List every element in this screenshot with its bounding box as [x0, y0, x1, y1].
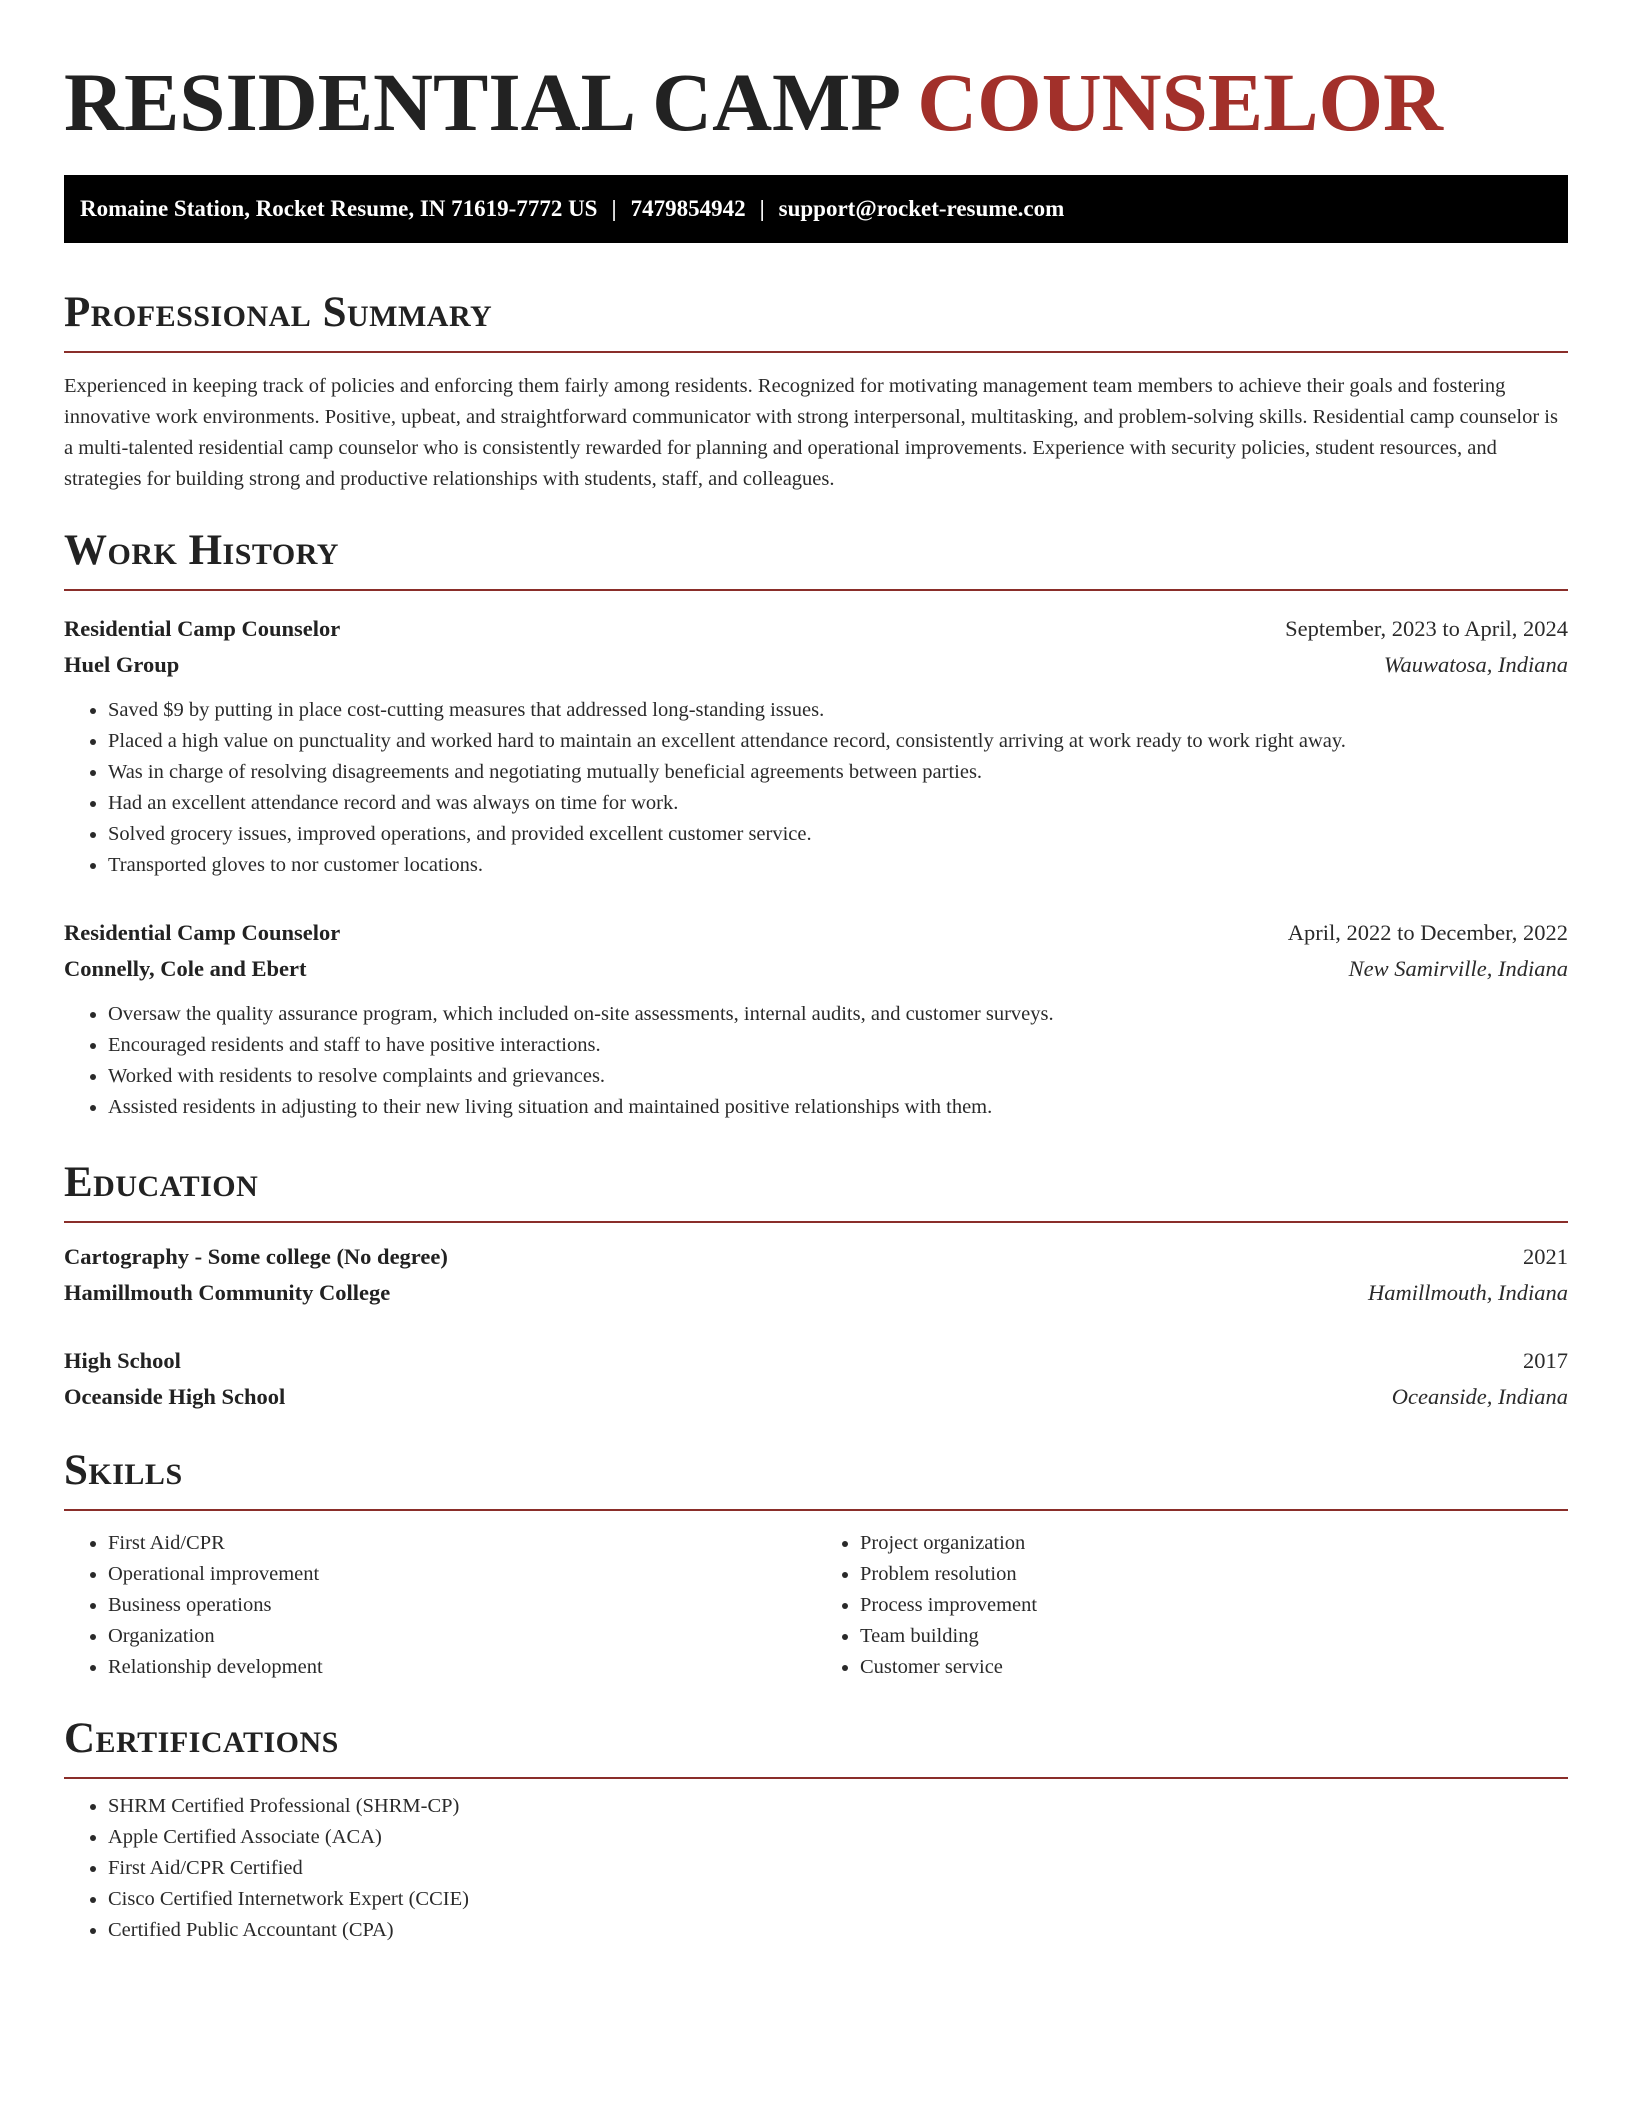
education-year: 2017 — [1523, 1348, 1568, 1373]
list-item: • Certified Public Accountant (CPA) — [108, 1915, 1568, 1946]
list-item: • Oversaw the quality assurance program, which included on-site assessments, internal audits, and customer surveys. — [108, 999, 1568, 1030]
section-divider — [64, 1509, 1568, 1511]
education-degree: High School — [64, 1348, 181, 1373]
section-divider — [64, 1221, 1568, 1223]
job-bullets — [64, 999, 1568, 1123]
section-divider — [64, 1777, 1568, 1779]
job-company: Huel Group — [64, 652, 180, 677]
list-item: • Encouraged residents and staff to have positive interactions. — [108, 1030, 1568, 1061]
education-section — [64, 1157, 1568, 1415]
job-title: Residential Camp Counselor — [64, 616, 341, 641]
list-item: • Team building — [860, 1621, 1568, 1652]
contact-separator: | — [611, 196, 617, 221]
certifications-heading: Certifications — [64, 1715, 339, 1762]
list-item: • First Aid/CPR Certified — [108, 1853, 1568, 1884]
job-bullets — [64, 695, 1568, 881]
list-item: • Process improvement — [860, 1590, 1568, 1621]
certifications-list — [64, 1791, 1568, 1946]
skills-heading: Skills — [64, 1447, 183, 1494]
list-item: • Relationship development — [108, 1652, 816, 1683]
contact-separator: | — [759, 196, 765, 221]
list-item: • First Aid/CPR — [108, 1528, 816, 1559]
list-item: • Organization — [108, 1621, 816, 1652]
summary-section — [64, 287, 1568, 495]
contact-bar — [64, 175, 1568, 243]
list-item: • Operational improvement — [108, 1559, 816, 1590]
work-history-section — [64, 525, 1568, 1123]
contact-phone: 7479854942 — [630, 196, 746, 221]
list-item: • Apple Certified Associate (ACA) — [108, 1822, 1568, 1853]
list-item: • Had an excellent attendance record and was always on time for work. — [108, 788, 1568, 819]
list-item: • Project organization — [860, 1528, 1568, 1559]
job-entry — [64, 915, 1568, 1123]
list-item: • Saved $9 by putting in place cost-cutting measures that addressed long-standing issues. — [108, 695, 1568, 726]
education-location: Hamillmouth, Indiana — [1368, 1280, 1568, 1305]
list-item: • Business operations — [108, 1590, 816, 1621]
list-item: • Cisco Certified Internetwork Expert (CCIE) — [108, 1884, 1568, 1915]
job-location: Wauwatosa, Indiana — [1383, 652, 1568, 677]
skills-list-right — [816, 1528, 1568, 1683]
job-title: Residential Camp Counselor — [64, 920, 341, 945]
education-school: Hamillmouth Community College — [64, 1280, 391, 1305]
list-item: • Was in charge of resolving disagreements and negotiating mutually beneficial agreements between parties. — [108, 757, 1568, 788]
contact-address: Romaine Station, Rocket Resume, IN 71619-7772 US — [80, 196, 598, 221]
summary-heading: Professional Summary — [64, 289, 493, 336]
section-divider — [64, 351, 1568, 353]
summary-text: Experienced in keeping track of policies and enforcing them fairly among residents. Recognized for motivating management team members to achieve their goals and fostering innovative work environments. Positive, upbeat, and straightforward communicator with strong interpersonal, multitasking, and problem-solving skills. Residential camp counselor is a multi-talented residential camp counselor who is consistently rewarded for planning and operational improvements. Experience with security policies, student resources, and strategies for building strong and productive relationships with students, staff, and colleagues. — [64, 375, 1558, 490]
education-school: Oceanside High School — [64, 1384, 286, 1409]
title-first: RESIDENTIAL CAMP — [64, 56, 897, 148]
education-entry — [64, 1239, 1568, 1311]
section-divider — [64, 589, 1568, 591]
education-degree: Cartography - Some college (No degree) — [64, 1244, 448, 1269]
education-heading: Education — [64, 1159, 259, 1206]
list-item: • Worked with residents to resolve complaints and grievances. — [108, 1061, 1568, 1092]
list-item: • Placed a high value on punctuality and worked hard to maintain an excellent attendance record, consistently arriving at work ready to work right away. — [108, 726, 1568, 757]
education-year: 2021 — [1523, 1244, 1568, 1269]
list-item: • Customer service — [860, 1652, 1568, 1683]
job-company: Connelly, Cole and Ebert — [64, 956, 307, 981]
list-item: • Solved grocery issues, improved operations, and provided excellent customer service. — [108, 819, 1568, 850]
skills-columns — [64, 1528, 1568, 1683]
title-last: COUNSELOR — [917, 56, 1443, 148]
list-item: • Transported gloves to nor customer locations. — [108, 850, 1568, 881]
list-item: • Assisted residents in adjusting to their new living situation and maintained positive relationships with them. — [108, 1092, 1568, 1123]
list-item: • SHRM Certified Professional (SHRM-CP) — [108, 1791, 1568, 1822]
contact-email: support@rocket-resume.com — [778, 196, 1065, 221]
skills-section — [64, 1445, 1568, 1683]
education-entry — [64, 1343, 1568, 1415]
resume-title — [64, 52, 1568, 152]
certifications-section — [64, 1713, 1568, 1946]
job-dates: September, 2023 to April, 2024 — [1285, 616, 1568, 641]
work-history-heading: Work History — [64, 527, 339, 574]
list-item: • Problem resolution — [860, 1559, 1568, 1590]
job-entry — [64, 611, 1568, 881]
skills-list-left — [64, 1528, 816, 1683]
job-dates: April, 2022 to December, 2022 — [1287, 920, 1568, 945]
job-location: New Samirville, Indiana — [1348, 956, 1568, 981]
education-location: Oceanside, Indiana — [1391, 1384, 1568, 1409]
